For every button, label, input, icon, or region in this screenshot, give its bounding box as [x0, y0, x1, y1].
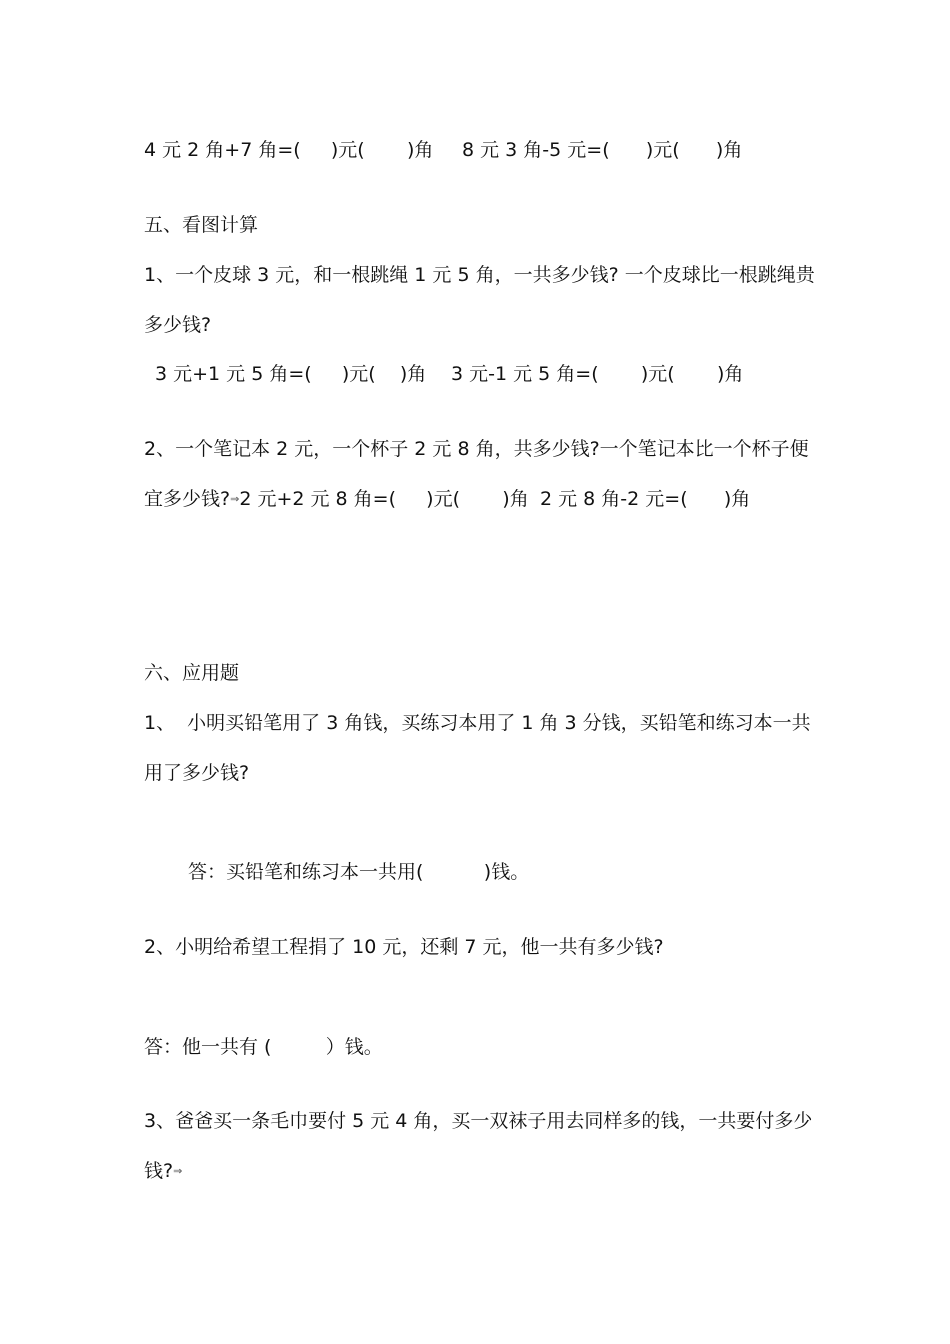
s5-q1-addition-equation: 3 元+1 元 5 角=( )元( )角	[155, 363, 427, 385]
s5-q2-subtraction-equation: 2 元 8 角-2 元=( )角	[540, 488, 751, 510]
equation-4yuan2jiao-plus-7jiao: 4 元 2 角+7 角=( )元( )角	[144, 139, 434, 161]
s6-q3-text-line-1: 3、爸爸买一条毛巾要付 5 元 4 角，买一双袜子用去同样多的钱，一共要付多少	[144, 1110, 813, 1132]
s5-q2-question: 宜多少钱?	[144, 488, 231, 510]
s6-q1-text-line-1: 1、 小明买铅笔用了 3 角钱，买练习本用了 1 角 3 分钱，买铅笔和练习本一共	[144, 712, 811, 734]
s6-q3-text-line-2	[144, 1158, 182, 1185]
s6-q1-answer: 答：买铅笔和练习本一共用( )钱。	[188, 861, 530, 883]
return-mark-icon: ⇒	[230, 492, 240, 506]
s5-q1-subtraction-equation: 3 元-1 元 5 角=( )元( )角	[451, 363, 744, 385]
s5-q1-text-line-2: 多少钱?	[144, 314, 212, 336]
s6-q2-answer: 答：他一共有 ( ）钱。	[144, 1036, 383, 1058]
s5-q2-addition-equation: 2 元+2 元 8 角=( )元( )角	[239, 488, 529, 510]
return-mark-icon: ⇒	[173, 1164, 183, 1178]
s5-q2-text-line-1: 2、一个笔记本 2 元，一个杯子 2 元 8 角，共多少钱?一个笔记本比一个杯子便	[144, 438, 809, 460]
s6-q3-question: 钱?	[144, 1160, 174, 1182]
s5-q2-text-line-2	[144, 486, 529, 513]
s5-q1-text-line-1: 1、一个皮球 3 元，和一根跳绳 1 元 5 角，一共多少钱? 一个皮球比一根跳绳贵	[144, 264, 815, 286]
s6-q2-text: 2、小明给希望工程捐了 10 元，还剩 7 元，他一共有多少钱?	[144, 936, 664, 958]
section-5-heading: 五、看图计算	[144, 214, 259, 236]
s6-q1-text-line-2: 用了多少钱?	[144, 762, 250, 784]
equation-8yuan3jiao-minus-5yuan: 8 元 3 角-5 元=( )元( )角	[462, 139, 743, 161]
section-6-heading: 六、应用题	[144, 662, 240, 684]
